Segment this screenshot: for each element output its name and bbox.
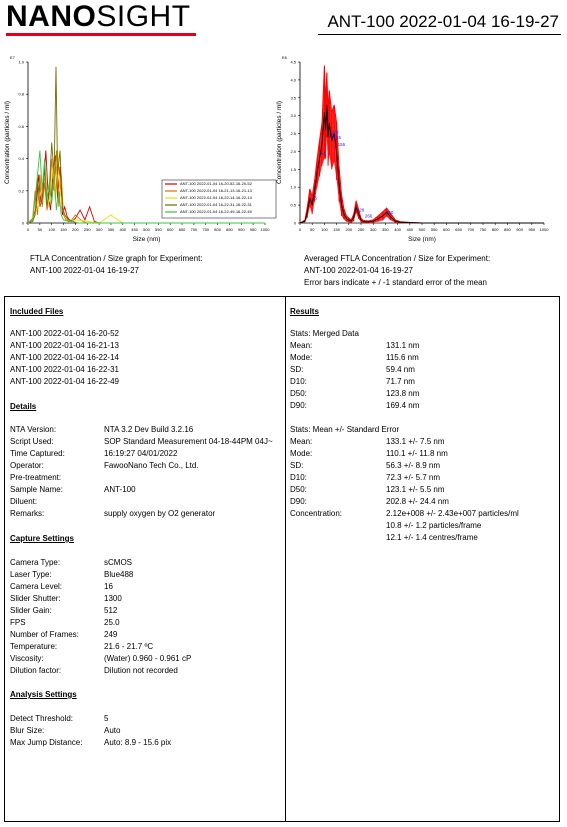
- stat-label: Mode:: [290, 449, 313, 458]
- stat-label: D90:: [290, 401, 307, 410]
- results-heading: Results: [290, 307, 319, 316]
- stat-value: 202.8 +/- 24.4 nm: [386, 497, 449, 506]
- x-tick-label: 850: [226, 227, 233, 232]
- capture-label: Slider Gain:: [10, 606, 52, 615]
- stat-value: 131.1 nm: [386, 341, 420, 350]
- x-tick-label: 750: [202, 227, 210, 232]
- peak-label: 266: [364, 213, 373, 219]
- x-tick-label: 1000: [539, 227, 549, 232]
- detail-label: Time Captured:: [10, 449, 65, 458]
- x-tick-label: 350: [107, 227, 115, 232]
- logo-underline: [6, 33, 196, 36]
- right-chart-caption: [304, 253, 490, 289]
- x-tick-label: 650: [455, 227, 462, 232]
- detail-label: NTA Version:: [10, 425, 57, 434]
- y-tick-label: 0.5: [290, 202, 296, 208]
- x-tick-label: 200: [72, 227, 79, 232]
- y-tick-label: 0.8: [18, 91, 24, 97]
- x-tick-label: 450: [406, 227, 414, 232]
- y-tick-label: 3.5: [290, 95, 296, 101]
- capture-settings-heading: Capture Settings: [10, 534, 75, 543]
- x-tick-label: 50: [37, 227, 43, 232]
- x-tick-label: 150: [60, 227, 67, 232]
- x-tick-label: 350: [382, 227, 389, 232]
- capture-value: 25.0: [104, 618, 120, 627]
- x-tick-label: 200: [345, 227, 353, 232]
- capture-label: Slider Shutter:: [10, 594, 61, 603]
- left-chart-caption: [30, 253, 203, 277]
- stat-label: Mean:: [290, 437, 313, 446]
- x-tick-label: 550: [430, 227, 438, 232]
- x-tick-label: 750: [479, 227, 487, 232]
- included-files-heading: Included Files: [10, 307, 64, 316]
- x-tick-label: 100: [48, 227, 56, 232]
- y-tick-label: 3.0: [290, 113, 296, 119]
- file-item: ANT-100 2022-01-04 16-22-49: [10, 377, 119, 386]
- file-item: ANT-100 2022-01-04 16-22-14: [10, 353, 119, 362]
- capture-value: 249: [104, 630, 118, 639]
- stat-label: SD:: [290, 461, 304, 470]
- analysis-label: Blur Size:: [10, 726, 45, 735]
- y-tick-label: 4.0: [290, 77, 296, 83]
- x-tick-label: 50: [309, 227, 315, 232]
- x-tick-label: 800: [491, 227, 499, 232]
- peak-label: 350: [385, 210, 394, 216]
- merged-stats-title: Stats: Merged Data: [290, 329, 359, 338]
- peak-label: 135: [333, 134, 341, 140]
- stat-value: 10.8 +/- 1.2 particles/frame: [386, 521, 482, 530]
- x-tick-label: 950: [249, 227, 257, 232]
- peak-label: 115: [329, 133, 337, 139]
- left-caption-line-2: ANT-100 2022-01-04 16-19-27: [30, 266, 139, 275]
- stat-label: Mean:: [290, 341, 313, 350]
- file-item: ANT-100 2022-01-04 16-20-52: [10, 329, 119, 338]
- stat-label: D50:: [290, 389, 307, 398]
- detail-label: Operator:: [10, 461, 44, 470]
- averaged-ftla-chart: [276, 50, 564, 250]
- stat-label: Mode:: [290, 353, 313, 362]
- title-rule: [318, 34, 561, 35]
- right-caption-line-1: Averaged FTLA Concentration / Size for Experiment:: [304, 254, 491, 263]
- peak-label: 123: [331, 129, 339, 135]
- x-tick-label: 100: [321, 227, 328, 232]
- x-tick-label: 500: [143, 227, 150, 232]
- x-tick-label: 150: [333, 227, 340, 232]
- y-tick-label: 4.5: [290, 59, 296, 65]
- detail-label: Diluent:: [10, 497, 38, 506]
- stat-value: 71.7 nm: [386, 377, 415, 386]
- capture-label: Camera Type:: [10, 558, 61, 567]
- detail-value: FawooNano Tech Co., Ltd.: [104, 461, 199, 470]
- legend-entry: ANT-100 2022-01-04 16-21-13-16-21-13: [180, 188, 252, 193]
- legend-entry: ANT-100 2022-01-04 16-20-52-16-20-52: [180, 181, 252, 186]
- stat-value: 169.4 nm: [386, 401, 420, 410]
- analysis-value: 5: [104, 714, 109, 723]
- y-tick-label: 0.4: [18, 156, 24, 162]
- capture-label: Laser Type:: [10, 570, 52, 579]
- x-tick-label: 650: [178, 227, 186, 232]
- stat-value: 123.8 nm: [386, 389, 420, 398]
- x-tick-label: 450: [131, 227, 138, 232]
- y-axis-title: Concentration (particles / ml): [276, 100, 283, 185]
- analysis-settings-heading: Analysis Settings: [10, 690, 77, 699]
- stat-value: 2.12e+008 +/- 2.43e+007 particles/ml: [386, 509, 519, 518]
- analysis-value: Auto: [104, 726, 121, 735]
- legend-entry: ANT-100 2022-01-04 16-22-14-16-22-14: [180, 195, 252, 200]
- logo-thin: SIGHT: [96, 0, 191, 33]
- detail-value: 16:19:27 04/01/2022: [104, 449, 178, 458]
- capture-value: 512: [104, 606, 118, 615]
- analysis-value: Auto: 8.9 - 15.6 pix: [104, 738, 172, 747]
- capture-label: Temperature:: [10, 642, 58, 651]
- x-tick-label: 1000: [260, 227, 270, 232]
- analysis-label: Max Jump Distance:: [10, 738, 83, 747]
- capture-label: FPS: [10, 618, 26, 627]
- stat-value: 56.3 +/- 8.9 nm: [386, 461, 441, 470]
- y-axis-title: Concentration (particles / ml): [4, 100, 11, 185]
- detail-value: ANT-100: [104, 485, 136, 494]
- stat-value: 12.1 +/- 1.4 centres/frame: [386, 533, 478, 542]
- details-heading: Details: [10, 402, 37, 411]
- capture-value: Dilution not recorded: [104, 666, 178, 675]
- stat-value: 133.1 +/- 7.5 nm: [386, 437, 445, 446]
- capture-value: 16: [104, 582, 113, 591]
- stat-label: SD:: [290, 365, 304, 374]
- y-exponent-label: E7: [10, 55, 15, 60]
- x-tick-label: 850: [504, 227, 511, 232]
- y-tick-label: 1.5: [290, 166, 296, 172]
- y-tick-label: 1.0: [18, 59, 24, 65]
- x-tick-label: 600: [166, 227, 174, 232]
- report-title: ANT-100 2022-01-04 16-19-27: [327, 12, 559, 31]
- x-axis-title: Size (nm): [132, 236, 161, 243]
- x-tick-label: 900: [516, 227, 523, 232]
- stat-value: 110.1 +/- 11.8 nm: [386, 449, 448, 458]
- stat-value: 115.6 nm: [386, 353, 419, 362]
- capture-label: Camera Level:: [10, 582, 63, 591]
- y-exponent-label: E6: [282, 55, 287, 60]
- right-caption-line-3: Error bars indicate + / -1 standard error of the mean: [304, 278, 487, 287]
- x-tick-label: 550: [155, 227, 162, 232]
- capture-value: 21.6 - 21.7 ºC: [104, 642, 154, 651]
- left-caption-line-1: FTLA Concentration / Size graph for Experiment:: [30, 254, 203, 263]
- x-axis-title: Size (nm): [408, 236, 436, 243]
- stat-label: D10:: [290, 473, 307, 482]
- x-tick-label: 500: [418, 227, 426, 232]
- capture-label: Dilution factor:: [10, 666, 62, 675]
- ftla-concentration-size-chart: [0, 50, 280, 250]
- stat-label: D90:: [290, 497, 307, 506]
- detail-value: supply oxygen by O2 generator: [104, 509, 216, 518]
- detail-value: SOP Standard Measurement 04-18-44PM 04J~: [104, 437, 273, 446]
- detail-label: Sample Name:: [10, 485, 63, 494]
- y-tick-label: 0: [21, 220, 24, 226]
- panel-divider: [285, 297, 286, 821]
- x-tick-label: 400: [394, 227, 401, 232]
- x-tick-label: 250: [83, 227, 91, 232]
- detail-label: Pre-treatment:: [10, 473, 62, 482]
- stat-value: 72.3 +/- 5.7 nm: [386, 473, 441, 482]
- right-caption-line-2: ANT-100 2022-01-04 16-19-27: [304, 266, 413, 275]
- x-tick-label: 400: [119, 227, 127, 232]
- y-tick-label: 2.5: [290, 131, 296, 137]
- y-tick-label: 0.2: [18, 188, 24, 194]
- peak-label: 228: [356, 207, 365, 213]
- analysis-label: Detect Threshold:: [10, 714, 73, 723]
- y-tick-label: 2.0: [290, 148, 296, 154]
- detail-value: NTA 3.2 Dev Build 3.2.16: [104, 425, 194, 434]
- capture-value: (Water) 0.960 - 0.961 cP: [104, 654, 192, 663]
- stat-label: Concentration:: [290, 509, 343, 518]
- detail-label: Remarks:: [10, 509, 45, 518]
- x-tick-label: 0: [298, 227, 302, 232]
- legend-entry: ANT-100 2022-01-04 16-22-31-16-22-31: [180, 202, 252, 207]
- y-tick-label: 0: [293, 220, 296, 226]
- capture-value: Blue488: [104, 570, 134, 579]
- capture-value: 1300: [104, 594, 122, 603]
- peak-label: 155: [337, 142, 346, 148]
- peak-label: 45: [311, 195, 317, 201]
- nanosight-logo: [6, 2, 191, 32]
- y-tick-label: 1.0: [290, 184, 296, 190]
- x-tick-label: 700: [190, 227, 198, 232]
- capture-value: sCMOS: [104, 558, 132, 567]
- x-tick-label: 300: [95, 227, 103, 232]
- info-panel: [4, 296, 560, 822]
- x-tick-label: 300: [369, 227, 377, 232]
- logo-bold: NANO: [6, 0, 97, 33]
- mean-stats-title: Stats: Mean +/- Standard Error: [290, 425, 400, 434]
- stat-label: D50:: [290, 485, 307, 494]
- y-tick-label: 0.6: [18, 123, 24, 129]
- x-tick-label: 0: [26, 227, 30, 232]
- capture-label: Viscosity:: [10, 654, 44, 663]
- file-item: ANT-100 2022-01-04 16-22-31: [10, 365, 119, 374]
- x-tick-label: 900: [237, 227, 245, 232]
- stat-label: D10:: [290, 377, 307, 386]
- stat-value: 59.4 nm: [386, 365, 415, 374]
- x-tick-label: 600: [443, 227, 450, 232]
- x-tick-label: 800: [214, 227, 221, 232]
- x-tick-label: 950: [528, 227, 536, 232]
- peak-label: 84: [320, 151, 326, 157]
- capture-label: Number of Frames:: [10, 630, 79, 639]
- x-tick-label: 700: [467, 227, 475, 232]
- x-tick-label: 250: [357, 227, 365, 232]
- stat-value: 123.1 +/- 5.5 nm: [386, 485, 445, 494]
- detail-label: Script Used:: [10, 437, 54, 446]
- file-item: ANT-100 2022-01-04 16-21-13: [10, 341, 119, 350]
- legend-entry: ANT-100 2022-01-04 16-22-49-16-22-49: [180, 209, 252, 214]
